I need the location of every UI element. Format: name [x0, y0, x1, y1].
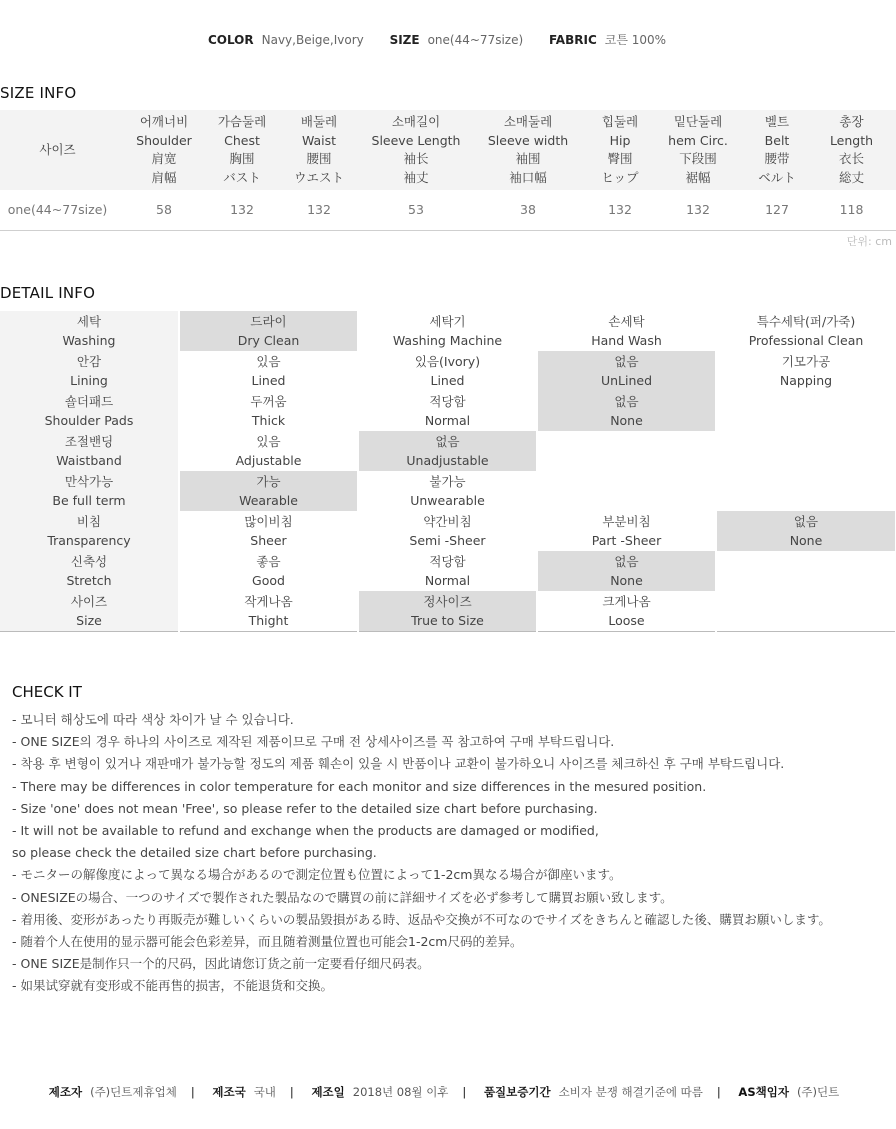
size-header-cn: 腰带	[764, 151, 790, 166]
size-header-jp: ウエスト	[293, 169, 344, 185]
detail-option-ko: 없음	[614, 394, 639, 409]
detail-row	[0, 591, 896, 631]
size-header-cell	[465, 110, 591, 190]
size-header-ko: 힙둘레	[601, 114, 639, 129]
size-header-jp: 裾幅	[685, 169, 711, 185]
detail-option-en: Professional Clean	[748, 333, 864, 348]
detail-option-selected	[537, 551, 716, 591]
size-value-cell: 132	[213, 190, 271, 230]
detail-option	[537, 431, 716, 471]
detail-label-ko: 사이즈	[70, 593, 108, 609]
size-header-cell	[649, 110, 747, 190]
detail-option-ko: 드라이	[250, 314, 287, 329]
size-header-cn: 肩宽	[151, 151, 177, 166]
detail-option-selected	[179, 471, 358, 511]
size-header-cn: 臀围	[607, 151, 633, 166]
detail-option	[716, 311, 896, 351]
check-it-line: - 모니터 해상도에 따라 색상 차이가 날 수 있습니다.	[12, 712, 294, 727]
detail-label-ko: 숄더패드	[64, 394, 114, 409]
size-header-ko: 밑단둘레	[673, 114, 723, 129]
detail-option-ko: 있음(Ivory)	[414, 354, 481, 369]
detail-option	[358, 551, 537, 591]
size-header-cell: 사이즈	[0, 110, 115, 190]
detail-option-en: Normal	[424, 573, 471, 588]
detail-option-ko: 적당함	[429, 554, 466, 569]
check-it-line: - 着用後、変形があったり再販売が難しいくらいの製品毀損がある時、返品や交換が不可なのでサイズをきちんと確認した後、購買お願いします。	[12, 911, 831, 927]
detail-option	[179, 391, 358, 431]
detail-label-en: Transparency	[47, 533, 131, 548]
date-value: 2018년 08월 이후	[352, 1085, 449, 1099]
footer-separator: |	[716, 1085, 721, 1099]
size-value-cell: 38	[465, 190, 591, 230]
detail-option-en: Napping	[779, 373, 833, 388]
detail-option-ko: 가능	[256, 474, 281, 489]
maker-label: 제조자	[48, 1085, 83, 1099]
size-header-en: Belt	[764, 132, 790, 148]
size-header-ko: 총장	[839, 114, 864, 129]
detail-row	[0, 431, 896, 471]
detail-option-ko: 특수세탁(퍼/가죽)	[756, 314, 856, 329]
detail-row	[0, 471, 896, 511]
detail-row	[0, 391, 896, 431]
as-value: (주)딘트	[796, 1085, 840, 1099]
detail-option	[179, 551, 358, 591]
fabric-label: FABRIC	[548, 33, 597, 47]
detail-row-label	[0, 511, 179, 551]
detail-option	[716, 431, 896, 471]
detail-option	[179, 351, 358, 391]
detail-option	[358, 471, 537, 511]
detail-option-en: Hand Wash	[591, 333, 662, 348]
detail-option	[716, 551, 896, 591]
detail-option	[537, 471, 716, 511]
size-header-jp: ベルト	[758, 169, 796, 185]
size-header-ko: 가슴둘레	[217, 114, 267, 129]
size-header-cn: 下段围	[679, 151, 717, 166]
detail-option	[179, 511, 358, 551]
detail-option-en: Thight	[248, 612, 289, 628]
size-value-cell: 132	[649, 190, 747, 230]
size-row-label: one(44~77size)	[0, 190, 115, 230]
detail-label-en: Waistband	[56, 453, 122, 468]
detail-option-ko: 적당함	[429, 394, 466, 409]
detail-option	[716, 391, 896, 431]
size-header-jp: ヒップ	[601, 169, 639, 185]
size-header-cn: 袖长	[403, 151, 429, 166]
check-it-line: so please check the detailed size chart before purchasing.	[12, 845, 377, 861]
detail-label-en: Shoulder Pads	[44, 413, 134, 428]
detail-option-en: None	[610, 573, 643, 588]
size-header-cn: 衣长	[838, 151, 864, 166]
size-value: one(44~77size)	[427, 33, 524, 47]
detail-option-en: True to Size	[411, 612, 484, 628]
detail-option-ko: 손세탁	[608, 314, 645, 329]
size-header-en: Shoulder	[136, 132, 192, 148]
country-value: 국내	[253, 1085, 276, 1099]
check-it-line: - モニターの解像度によって異なる場合があるので測定位置も位置によって1-2cm異なる場合が御座います。	[12, 867, 622, 883]
detail-row	[0, 511, 896, 551]
unit-note: 단위: cm	[846, 235, 892, 248]
size-header-cell	[807, 110, 896, 190]
detail-option-en: Adjustable	[235, 453, 302, 468]
size-header-cell	[747, 110, 807, 190]
size-header-cell	[591, 110, 649, 190]
size-header-ko: 배둘레	[300, 114, 338, 129]
detail-option-ko: 작게나옴	[244, 593, 293, 609]
detail-option-ko: 크게나옴	[602, 593, 651, 609]
size-value-cell: 127	[747, 190, 807, 230]
size-header-en: Sleeve Length	[371, 132, 461, 148]
warranty-value: 소비자 분쟁 해결기준에 따름	[558, 1085, 703, 1099]
check-it-line: - It will not be available to refund and exchange when the products are damaged or modified,	[12, 823, 599, 839]
size-header-cn: 腰围	[306, 151, 332, 166]
detail-label-en: Be full term	[52, 493, 126, 508]
detail-option-ko: 좋음	[256, 554, 281, 569]
size-header-ko: 소매둘레	[503, 114, 553, 129]
size-table	[0, 110, 896, 231]
check-it-line: - Size 'one' does not mean 'Free', so please refer to the detailed size chart before purchasing.	[12, 800, 598, 816]
detail-row-label	[0, 471, 179, 511]
detail-option	[358, 311, 537, 351]
detail-label-en: Lining	[70, 373, 108, 388]
detail-row-label	[0, 431, 179, 471]
size-label: SIZE	[389, 33, 420, 47]
detail-label-ko: 비침	[76, 514, 102, 529]
check-it-line: - ONESIZEの場合、一つのサイズで製作された製品なので購買の前に詳細サイズを必ず参考して購買お願い致します。	[12, 889, 673, 905]
detail-option-en: Good	[252, 573, 285, 588]
check-it-title: CHECK IT	[12, 683, 82, 701]
detail-option-selected	[358, 431, 537, 471]
country-label: 제조국	[212, 1085, 246, 1099]
size-header-cn: 胸围	[229, 151, 255, 166]
detail-option-ko: 없음	[614, 554, 639, 569]
detail-option	[716, 351, 896, 391]
as-label: AS책임자	[738, 1085, 789, 1099]
size-header-ko: 벨트	[764, 114, 790, 129]
detail-label-en: Washing	[62, 333, 116, 348]
detail-option-selected	[537, 351, 716, 391]
size-header-cell	[271, 110, 367, 190]
size-header-cell	[115, 110, 213, 190]
check-it-line: - 착용 후 변형이 있거나 재판매가 불가능할 정도의 제품 훼손이 있을 시 반품이나 교환이 불가하오니 사이즈를 체크하신 후 구매 부탁드립니다.	[12, 756, 785, 772]
warranty-label: 품질보증기간	[483, 1085, 551, 1099]
detail-label-en: Size	[76, 612, 102, 628]
footer-separator: |	[462, 1085, 467, 1099]
size-header-cell	[213, 110, 271, 190]
size-header-ko: 어깨너비	[139, 114, 189, 129]
detail-option-en: Wearable	[239, 493, 298, 508]
detail-table	[0, 311, 896, 632]
detail-option-en: Part -Sheer	[591, 533, 662, 548]
check-it-list	[12, 709, 892, 998]
size-header-en: Chest	[224, 132, 260, 148]
detail-option-ko: 있음	[256, 434, 281, 449]
detail-info-title: DETAIL INFO	[0, 284, 96, 302]
size-header-en: Sleeve width	[487, 132, 569, 148]
size-value-cell: 53	[367, 190, 465, 230]
date-label: 제조일	[311, 1085, 345, 1099]
detail-option-en: Normal	[424, 413, 471, 428]
detail-label-en: Stretch	[66, 573, 112, 588]
detail-option	[179, 591, 358, 631]
footer-info	[0, 1084, 896, 1100]
size-table-row	[0, 190, 896, 230]
size-table-header	[0, 110, 896, 190]
detail-option-selected	[716, 511, 896, 551]
detail-option-ko: 두꺼움	[250, 394, 287, 409]
detail-label-ko: 만삭가능	[64, 474, 114, 489]
size-value-cell: 132	[271, 190, 367, 230]
detail-option-en: None	[789, 533, 823, 548]
footer-separator: |	[190, 1085, 195, 1099]
size-header-cell	[367, 110, 465, 190]
maker-value: (주)딘트제휴업체	[90, 1085, 177, 1099]
detail-option	[358, 351, 537, 391]
detail-option	[358, 391, 537, 431]
detail-row-label	[0, 351, 179, 391]
detail-option	[358, 511, 537, 551]
detail-row	[0, 351, 896, 391]
detail-option-selected	[358, 591, 537, 631]
detail-option-selected	[537, 391, 716, 431]
detail-option-ko: 없음	[793, 514, 819, 529]
detail-option-ko: 기모가공	[781, 354, 831, 369]
detail-option	[179, 431, 358, 471]
detail-option-en: Semi -Sheer	[409, 533, 486, 548]
detail-option-en: Dry Clean	[237, 333, 300, 348]
detail-option-en: Sheer	[250, 533, 287, 548]
size-header-en: Hip	[609, 132, 631, 148]
size-header-jp: 肩幅	[151, 169, 177, 185]
detail-row	[0, 551, 896, 591]
detail-label-ko: 안감	[76, 354, 102, 369]
size-header-jp: バスト	[223, 169, 261, 185]
size-header-cn: 袖围	[515, 151, 541, 166]
check-it-line: - 随着个人在使用的显示器可能会色彩差异，而且随着测量位置也可能会1-2cm尺码的差异。	[12, 934, 523, 950]
fabric-value: 코튼 100%	[604, 33, 667, 47]
detail-option-en: Thick	[251, 413, 286, 428]
detail-option-en: Washing Machine	[392, 333, 503, 348]
detail-row-label	[0, 551, 179, 591]
detail-option-en: Unadjustable	[406, 453, 489, 468]
size-header-en: Length	[829, 132, 874, 148]
size-header-jp: 袖丈	[403, 169, 429, 185]
detail-option-ko: 많이비침	[244, 514, 293, 529]
size-header-jp: 袖口幅	[509, 169, 547, 185]
detail-option-en: Unwearable	[410, 493, 485, 508]
size-value-cell: 118	[807, 190, 896, 230]
detail-option-ko: 부분비침	[602, 514, 651, 529]
detail-option-ko: 없음	[614, 354, 639, 369]
check-it-line: - ONE SIZE是制作只一个的尺码，因此请您订货之前一定要看仔细尺码表。	[12, 956, 430, 972]
color-value: Navy,Beige,Ivory	[261, 33, 364, 47]
detail-row-label	[0, 391, 179, 431]
detail-option-ko: 있음	[256, 354, 281, 369]
size-header-en: hem Circ.	[668, 132, 728, 148]
size-value-cell: 132	[591, 190, 649, 230]
detail-option	[537, 511, 716, 551]
detail-option	[716, 471, 896, 511]
detail-option	[537, 591, 716, 631]
detail-option	[716, 591, 896, 631]
detail-option-ko: 약간비침	[423, 514, 472, 529]
detail-option-ko: 불가능	[429, 474, 466, 489]
check-it-line: - ONE SIZE의 경우 하나의 사이즈로 제작된 제품이므로 구매 전 상세사이즈를 꼭 참고하여 구매 부탁드립니다.	[12, 734, 615, 750]
detail-label-ko: 조절밴딩	[64, 434, 114, 449]
size-header-ko: 소매길이	[391, 114, 441, 129]
detail-option-en: Lined	[251, 373, 286, 388]
detail-label-ko: 신축성	[70, 554, 108, 569]
footer-separator: |	[289, 1085, 294, 1099]
detail-option	[537, 311, 716, 351]
detail-option-en: Loose	[608, 612, 645, 628]
detail-row	[0, 311, 896, 351]
size-info-title: SIZE INFO	[0, 84, 77, 102]
size-header-en: Waist	[301, 132, 337, 148]
size-header-jp: 総丈	[838, 169, 864, 185]
detail-row-label	[0, 311, 179, 351]
detail-option-selected	[179, 311, 358, 351]
check-it-line: - 如果试穿就有变形或不能再售的损害，不能退货和交换。	[12, 978, 333, 994]
check-it-line: - There may be differences in color temperature for each monitor and size differences in the mesured position.	[12, 778, 707, 794]
detail-option-en: UnLined	[600, 373, 653, 388]
detail-option-en: None	[610, 413, 643, 428]
detail-option-ko: 세탁기	[429, 314, 466, 329]
detail-label-ko: 세탁	[76, 314, 102, 329]
color-label: COLOR	[207, 33, 254, 47]
product-spec-line	[0, 31, 896, 48]
detail-row-label	[0, 591, 179, 631]
detail-option-ko: 정사이즈	[423, 593, 472, 609]
size-value-cell: 58	[115, 190, 213, 230]
detail-option-en: Lined	[430, 373, 465, 388]
detail-option-ko: 없음	[435, 434, 460, 449]
